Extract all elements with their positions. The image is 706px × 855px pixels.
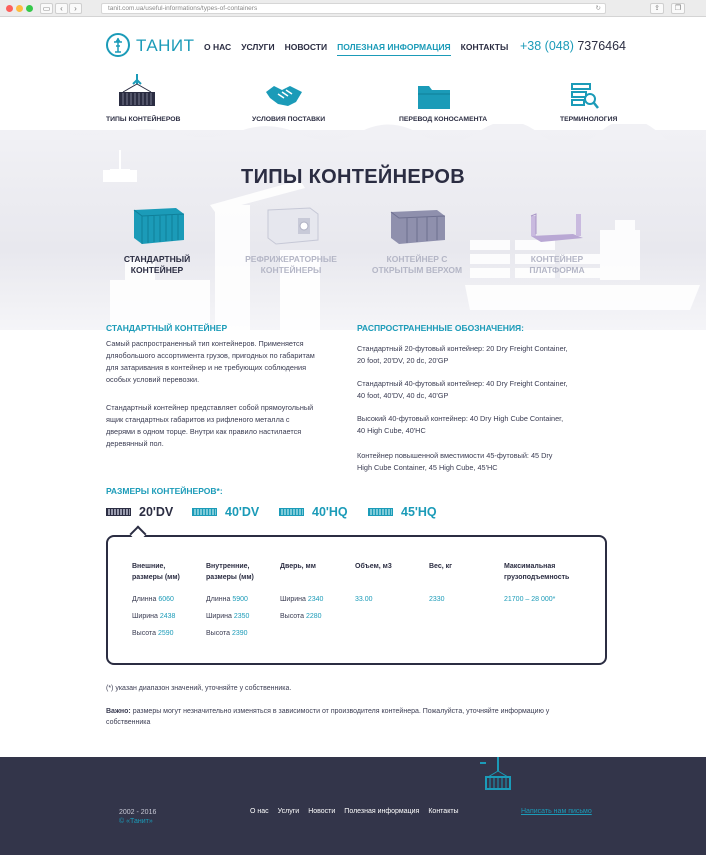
category-container-types[interactable] bbox=[106, 72, 181, 123]
zoom-window-button[interactable] bbox=[26, 5, 33, 12]
phone-digits: 7376464 bbox=[577, 39, 627, 53]
spec-col-outer: Внешние, размеры (мм) Длинна 6060 Ширина 2438 Высота 2590 bbox=[132, 563, 180, 637]
container-type-label: СТАНДАРТНЫЙ КОНТЕЙНЕР bbox=[123, 254, 191, 275]
nav-item-contacts[interactable]: КОНТАКТЫ bbox=[460, 42, 509, 52]
open-top-container-icon bbox=[385, 206, 449, 246]
nav-item-services[interactable]: УСЛУГИ bbox=[241, 42, 275, 52]
spec-col-weight: Вес, кг 2330 bbox=[429, 563, 453, 603]
footer-crane-icon bbox=[478, 757, 518, 793]
category-bill-of-lading[interactable] bbox=[399, 72, 488, 123]
sizes-heading: РАЗМЕРЫ КОНТЕЙНЕРОВ*: bbox=[106, 486, 223, 496]
back-icon[interactable]: ‹ bbox=[55, 3, 68, 14]
phone-number[interactable] bbox=[520, 39, 626, 53]
tab-40dv[interactable]: 40'DV bbox=[192, 505, 259, 519]
category-label: ТЕРМИНОЛОГИЯ bbox=[560, 116, 618, 123]
footer-nav-services[interactable]: Услуги bbox=[277, 808, 300, 815]
category-label: УСЛОВИЯ ПОСТАВКИ bbox=[252, 116, 326, 123]
spec-col-inner: Внутренние, размеры (мм) Длинна 5900 Ширина 2350 Высота 2390 bbox=[206, 563, 254, 637]
container-type-label: КОНТЕЙНЕР С ОТКРЫТЫМ ВЕРХОМ bbox=[371, 254, 463, 275]
size-tabs bbox=[106, 505, 606, 519]
footer bbox=[0, 757, 706, 855]
category-label: ТИПЫ КОНТЕЙНЕРОВ bbox=[106, 116, 181, 123]
spec-col-door: Дверь, мм Ширина 2340 Высота 2280 bbox=[280, 563, 324, 620]
designation-item: Стандартный 20-футовый контейнер: 20 Dry Freight Container, 20 foot, 20'DV, 20 dc, 20'GP bbox=[357, 344, 568, 365]
description-heading: СТАНДАРТНЫЙ КОНТЕЙНЕР bbox=[106, 323, 228, 333]
footer-nav-useful-info[interactable]: Полезная информация bbox=[344, 808, 420, 815]
phone-code: +38 (048) bbox=[520, 39, 574, 53]
nav-item-news[interactable]: НОВОСТИ bbox=[284, 42, 328, 52]
category-delivery-terms[interactable] bbox=[252, 72, 326, 123]
main-nav bbox=[204, 42, 508, 56]
browser-toolbar bbox=[0, 0, 706, 17]
container-type-open-top[interactable] bbox=[362, 206, 472, 276]
logo-text: ТАНИТ bbox=[136, 36, 195, 55]
tab-45hq[interactable]: 45'HQ bbox=[368, 505, 437, 519]
flat-rack-container-icon bbox=[527, 206, 587, 246]
description-paragraph-2: Стандартный контейнер представляет собой прямоугольный ящик стандартных габаритов из рифленого металла с дверями в одном торце. Внутри как правило настилается деревянный пол. bbox=[106, 403, 314, 448]
designation-item: Высокий 40-футовый контейнер: 40 Dry High Cube Container, 40 High Cube, 40'HC bbox=[357, 414, 564, 435]
tabs-icon[interactable]: ❐ bbox=[671, 3, 685, 14]
category-terminology[interactable] bbox=[560, 72, 618, 123]
address-url: tanit.com.ua/useful-informations/types-of-containers bbox=[108, 5, 258, 12]
spec-col-volume: Объем, м3 33.00 bbox=[355, 563, 392, 603]
folder-icon bbox=[399, 72, 469, 110]
designations-heading: РАСПРОСТРАНЕННЫЕ ОБОЗНАЧЕНИЯ: bbox=[357, 323, 524, 333]
important-note: Важно: размеры могут незначительно изменяться в зависимости от производителя контейнера. Пожалуйста, уточняйте информацию у собственника bbox=[106, 708, 550, 726]
sidebar-toggle-icon[interactable]: ▭ bbox=[40, 3, 53, 14]
forward-icon[interactable]: › bbox=[69, 3, 82, 14]
spec-panel bbox=[106, 535, 607, 665]
books-search-icon bbox=[560, 72, 610, 110]
reefer-container-icon bbox=[262, 206, 320, 246]
description-paragraph-1: Самый распространенный тип контейнеров. Применяется дляобольшого ассортимента грузов, пригодных по габаритам для затаривания в контейнер и не требующих соблюдения особых условий перевозки. bbox=[106, 339, 315, 384]
container-type-flat-rack[interactable] bbox=[502, 206, 612, 276]
close-window-button[interactable] bbox=[6, 5, 13, 12]
nav-item-useful-info[interactable]: ПОЛЕЗНАЯ ИНФОРМАЦИЯ bbox=[337, 42, 451, 56]
page-title: ТИПЫ КОНТЕЙНЕРОВ bbox=[241, 166, 465, 188]
reload-icon[interactable]: ↻ bbox=[595, 5, 601, 12]
spec-col-capacity: Максимальная грузоподъемность 21700 – 28 000* bbox=[504, 563, 570, 603]
logo-crane-icon bbox=[106, 33, 130, 57]
blue-container-icon bbox=[128, 206, 186, 246]
footer-nav-news[interactable]: Новости bbox=[308, 808, 336, 815]
container-type-label: КОНТЕЙНЕР ПЛАТФОРМА bbox=[529, 254, 585, 275]
address-bar[interactable] bbox=[101, 3, 606, 14]
mini-container-icon bbox=[106, 508, 131, 516]
nav-item-about[interactable]: О НАС bbox=[204, 42, 232, 52]
tab-40hq[interactable]: 40'HQ bbox=[279, 505, 348, 519]
logo[interactable] bbox=[106, 33, 195, 59]
mini-container-icon bbox=[192, 508, 217, 516]
range-note: (*) указан диапазон значений, уточняйте у собственника. bbox=[106, 685, 292, 692]
share-icon[interactable]: ⇪ bbox=[650, 3, 664, 14]
handshake-icon bbox=[252, 72, 316, 110]
minimize-window-button[interactable] bbox=[16, 5, 23, 12]
container-type-standard[interactable] bbox=[102, 206, 212, 276]
designation-item: Стандартный 40-футовый контейнер: 40 Dry Freight Container, 40 foot, 40'DV, 40 dc, 40'GP bbox=[357, 379, 568, 400]
footer-nav-contacts[interactable]: Контакты bbox=[428, 808, 459, 815]
container-crane-icon bbox=[106, 72, 168, 110]
container-type-label: РЕФРИЖЕРАТОРНЫЕ КОНТЕЙНЕРЫ bbox=[245, 254, 337, 275]
tab-20dv[interactable]: 20'DV bbox=[106, 505, 173, 519]
footer-nav bbox=[250, 808, 459, 815]
mini-container-icon bbox=[368, 508, 393, 516]
container-type-reefer[interactable] bbox=[236, 206, 346, 276]
copyright: 2002 - 2016 © «Танит» bbox=[119, 809, 157, 825]
footer-nav-about[interactable]: О нас bbox=[250, 808, 269, 815]
mini-container-icon bbox=[279, 508, 304, 516]
category-label: ПЕРЕВОД КОНОСАМЕНТА bbox=[399, 116, 488, 123]
hero-wave bbox=[0, 124, 706, 140]
write-us-link[interactable]: Написать нам письмо bbox=[521, 808, 592, 815]
designation-item: Контейнер повышенной вместимости 45-футовый: 45 Dry High Cube Container, 45 High Cube, 45'HC bbox=[357, 451, 553, 472]
